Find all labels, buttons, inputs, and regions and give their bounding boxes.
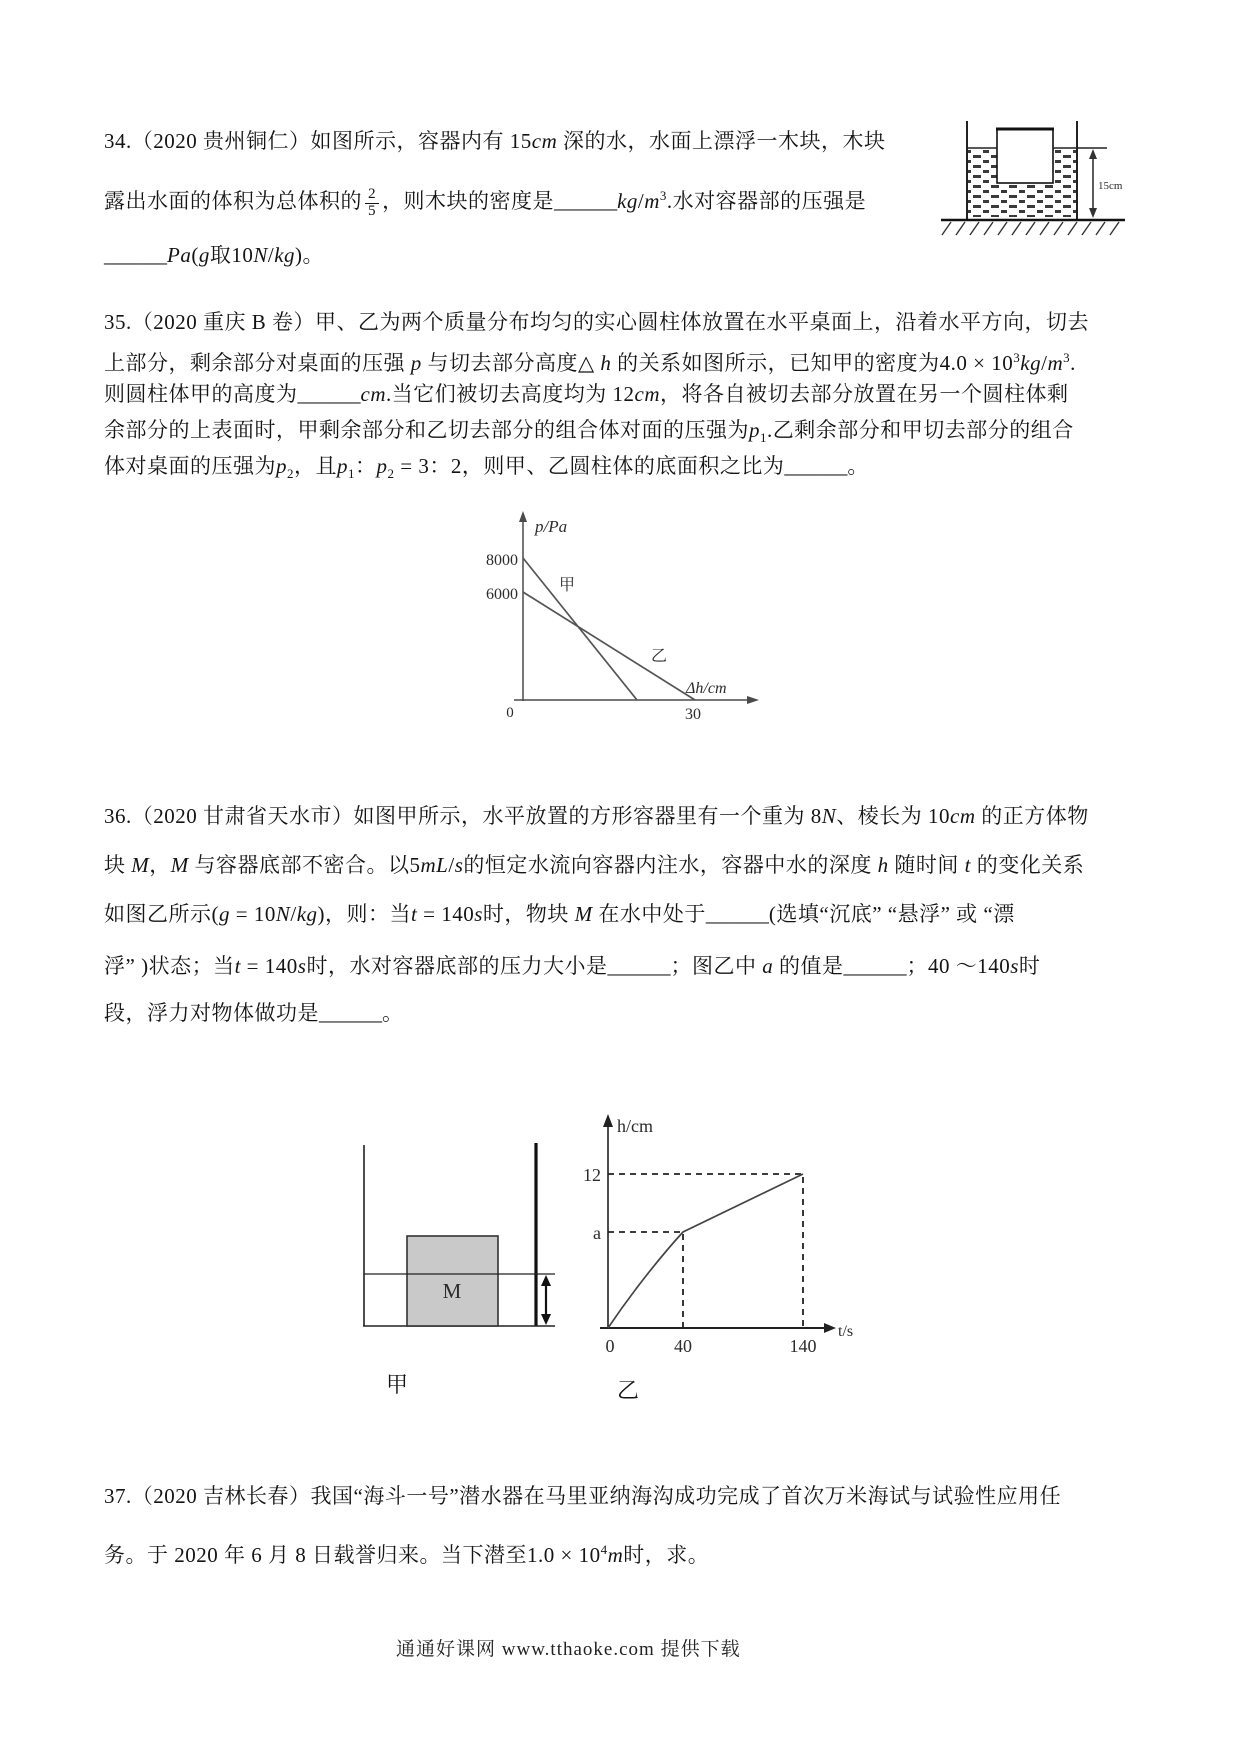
x-tick-0: 0 xyxy=(506,705,514,721)
ground-hatching xyxy=(942,222,1119,235)
q35-line-3: 则圆柱体甲的高度为______cm.当它们被切去高度均为 12cm，将各自被切去部分放置在另一个圆柱体剩 xyxy=(104,382,1069,406)
q36-line-2: 块 M，M 与容器底部不密合。以5mL/s的恒定水流向容器内注水，容器中水的深度 h 随时间 t 的变化关系 xyxy=(104,853,1085,877)
q35-line-5: 体对桌面的压强为$p_2$，且$p_1$：$p_2 = 3$：2，则甲、乙圆柱体的底面积之比为______。 xyxy=(104,454,869,482)
x-axis-arrow xyxy=(824,1323,836,1333)
q36-line-3: 如图乙所示(g = 10N/kg)，则：当t = 140s时，物块 M 在水中处于______(选填“沉底” “悬浮” 或 “漂 xyxy=(104,902,1015,926)
x-axis-label: t/s xyxy=(838,1323,854,1340)
depth-arrow-up xyxy=(541,1275,551,1286)
q34-line-3: ______Pa(g取10N/kg)。 xyxy=(104,243,325,267)
q37-line-2: 务。于 2020 年 6 月 8 日载誉归来。当下潜至$1.0 \times 10^4m$时，求。 xyxy=(104,1542,710,1567)
y-axis-arrow xyxy=(519,511,527,522)
x-tick-0: 0 xyxy=(605,1336,615,1356)
x-axis-arrow xyxy=(747,696,759,704)
y-axis-label: h/cm xyxy=(617,1116,653,1136)
q34-line-1: 34.（2020 贵州铜仁）如图所示，容器内有 15cm 深的水，水面上漂浮一木块，木块 xyxy=(104,129,886,153)
q34-line-2: 露出水面的体积为总体积的 $\frac{2}{5}$ ，则木块的密度是$\_\_\_\_\_\_kg/m^3$.水对容器部的压强是 xyxy=(104,185,867,219)
q36-line-4: 浮” )状态；当t = 140s时，水对容器底部的压力大小是______；图乙中 a 的值是______；40 ～140s时 xyxy=(104,954,1041,978)
block-M-label: M xyxy=(442,1279,462,1303)
q36-chart-h-vs-t xyxy=(555,1095,895,1365)
figure-jia-caption: 甲 xyxy=(386,1372,409,1397)
y-tick-6000: 6000 xyxy=(486,586,518,603)
q35-line-2: 上部分，剩余部分对桌面的压强 p 与切去部分高度△ h 的关系如图所示，已知甲的密度为$4.0 \times 10^3kg/m^3$. xyxy=(104,350,1076,375)
x-tick-140: 140 xyxy=(789,1336,817,1356)
footer-watermark: 通通好课网 www.tthaoke.com 提供下载 xyxy=(396,1639,741,1660)
x-tick-40: 40 xyxy=(674,1336,692,1356)
series-yi-label: 乙 xyxy=(651,648,668,665)
y-axis-label: p/Pa xyxy=(535,517,568,536)
y-tick-8000: 8000 xyxy=(486,552,518,569)
guide-12-dashed xyxy=(608,1174,803,1328)
q34-figure-floating-block xyxy=(935,103,1135,243)
series-jia-label: 甲 xyxy=(559,577,576,594)
figure-yi-caption: 乙 xyxy=(617,1378,640,1403)
y-tick-12: 12 xyxy=(583,1165,601,1185)
depth-arrow-down xyxy=(541,1314,551,1325)
h-t-curve xyxy=(608,1174,803,1328)
floating-block xyxy=(997,129,1053,183)
q36-line-1: 36.（2020 甘肃省天水市）如图甲所示，水平放置的方形容器里有一个重为 8N、棱长为 10cm 的正方体物 xyxy=(104,804,1089,828)
q35-chart-p-vs-dh xyxy=(440,505,780,725)
guide-a-dashed xyxy=(608,1232,683,1328)
y-tick-a: a xyxy=(593,1223,601,1243)
y-axis-arrow xyxy=(603,1114,613,1127)
q35-line-4: 余部分的上表面时，甲剩余部分和乙切去部分的组合体对面的压强为$p_1$.乙剩余部分和甲切去部分的组合 xyxy=(104,418,1074,446)
depth-arrow-down xyxy=(1089,208,1097,218)
depth-label: 15cm xyxy=(1098,180,1123,192)
q36-figure-container-M xyxy=(350,1135,565,1335)
series-yi-line xyxy=(523,592,695,700)
q37-line-1: 37.（2020 吉林长春）我国“海斗一号”潜水器在马里亚纳海沟成功完成了首次万米海试与试验性应用任 xyxy=(104,1484,1062,1508)
depth-arrow-up xyxy=(1089,149,1097,159)
x-axis-label: Δh/cm xyxy=(686,680,727,697)
x-tick-30: 30 xyxy=(685,706,701,723)
q36-line-5: 段，浮力对物体做功是______。 xyxy=(104,1001,404,1025)
q35-line-1: 35.（2020 重庆 B 卷）甲、乙为两个质量分布均匀的实心圆柱体放置在水平桌面上，沿着水平方向，切去 xyxy=(104,310,1090,334)
series-jia-line xyxy=(523,558,637,700)
